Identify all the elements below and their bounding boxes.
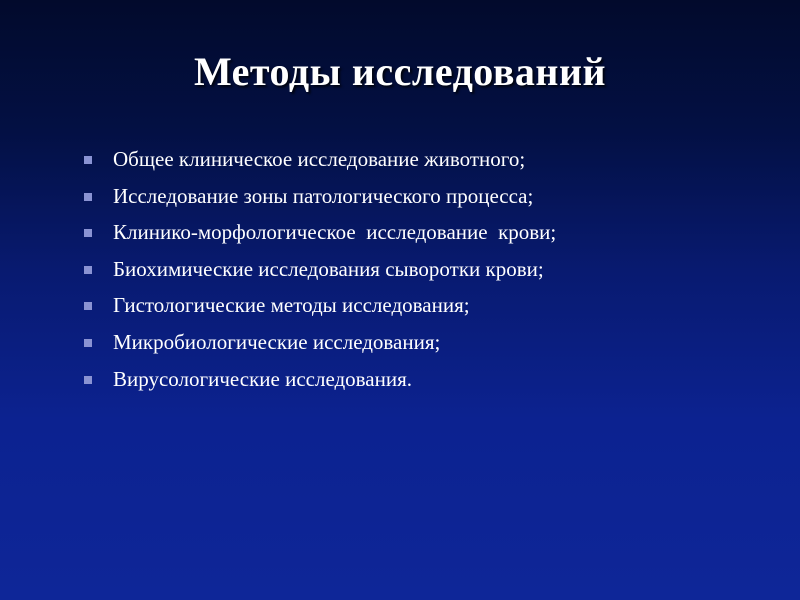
list-item — [84, 293, 774, 330]
square-bullet-icon — [84, 266, 92, 274]
square-bullet-icon — [84, 229, 92, 237]
list-item-text: Гистологические методы исследования; — [113, 293, 470, 318]
square-bullet-icon — [84, 193, 92, 201]
square-bullet-icon — [84, 156, 92, 164]
square-bullet-icon — [84, 339, 92, 347]
list-item — [84, 220, 774, 257]
list-item-text: Микробиологические исследования; — [113, 329, 441, 354]
slide-title: Методы исследований — [193, 49, 607, 94]
list-item-text: Исследование зоны патологического процесса; — [113, 183, 534, 208]
list-item — [84, 147, 774, 184]
list-item-text: Вирусологические исследования. — [113, 366, 413, 391]
list-item — [84, 367, 774, 404]
list-item — [84, 257, 774, 294]
square-bullet-icon — [84, 302, 92, 310]
list-item-text: Биохимические исследования сыворотки крови; — [113, 256, 544, 281]
square-bullet-icon — [84, 376, 92, 384]
list-item — [84, 330, 774, 367]
list-item — [84, 184, 774, 221]
list-item-text: Общее клиническое исследование животного; — [113, 147, 526, 171]
list-item-text: Клинико-морфологическое исследование крови; — [113, 220, 557, 245]
bullet-list — [84, 147, 774, 403]
